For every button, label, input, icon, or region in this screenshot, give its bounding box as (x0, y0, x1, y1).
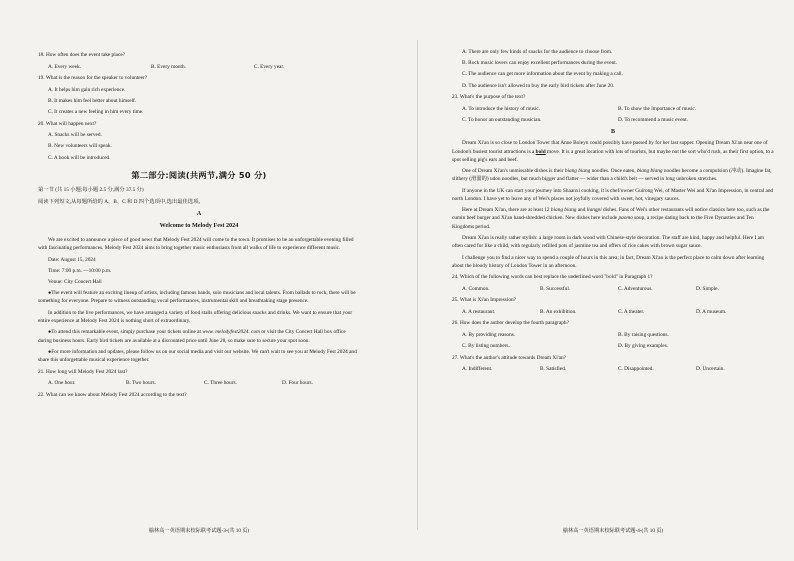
question-18 (38, 51, 360, 71)
text-run: Here at Dream Xi'an, there are at least 12 (462, 207, 551, 214)
option-b: B. New volunteers will speak. (48, 143, 112, 150)
question-stem: 20. What will happen next? (38, 120, 97, 127)
option-d: D. By giving examples. (618, 343, 669, 350)
dish-name: biang biang (550, 207, 577, 214)
left-column (38, 48, 360, 402)
event-venue: Venue: City Concert Hall (48, 278, 102, 285)
passage-paragraph: We are excited to announce a piece of good news that Melody Fest 2024 will come to the town. It promises to be an unforgettable evening filled with fascinating performances. Melody Fest 2024 aims to bring together music enthusiasts from all walks of life to experience different music. (38, 236, 354, 252)
passage-paragraph: ●The event will feature an exciting lineup of artists, including famous bands, solo musicians and local talents. From ballads to rock, there will be something for everyone. Prepare to witness outstanding vocal performances, instrumental skill and breathtaking stage presence. (38, 290, 356, 305)
passage-title: Welcome to Melody Fest 2024 (159, 222, 239, 230)
question-26 (452, 319, 774, 350)
option-b: B. Two hours. (126, 380, 156, 387)
passage-letter-b: B (610, 129, 615, 135)
option-a: A. Snacks will be served. (48, 132, 102, 139)
question-24 (452, 273, 774, 293)
question-options (38, 86, 360, 117)
question-19 (38, 74, 360, 116)
option-c: C. The audience can get more information about the event by making a call. (462, 71, 623, 78)
question-stem: 23. What's the purpose of the text? (452, 94, 526, 101)
option-c: C. It creates a new feeling in him every time. (48, 109, 144, 116)
option-c: C. Three hours. (204, 380, 237, 387)
section1-heading: 第一节 (共 15 小题;每小题 2.5 分,满分 37.5 分) (38, 187, 144, 194)
passage-letter-a: A (196, 211, 202, 218)
passage-paragraph (452, 167, 774, 183)
option-a: A. It helps him gain rich experience. (48, 86, 126, 93)
passage-paragraph: Dream Xi'an is really rather stylish: a large room in dark wood with Chinese-style decoration. The staff are kind, happy and helpful. Here I am often cared for like a child, with regularly refilled pots of jasmine tea and offers of rice cakes with brown sugar sauce. (452, 235, 765, 250)
passage-paragraph: I challenge you to find a nicer way to spend a couple of hours in this area; in fact, Dream Xi'an is the perfect place to calm down after learning about the bloody history of London Tower in an afternoon. (452, 254, 765, 269)
question-stem: 19. What is the reason for the speaker to volunteer? (38, 75, 148, 82)
question-options (462, 105, 774, 124)
passage-paragraph (452, 139, 774, 164)
passage-paragraph: ●For more information and updates, please follow us on our social media and visit our website. We can't wait to see you at Melody Fest 2024 and share this unforgettable musical experience together. (38, 348, 357, 364)
option-d: D. To recommend a music event. (618, 116, 688, 123)
question-27 (452, 354, 774, 374)
text-run: noodles become a compulsion (冲动). Imagine fat, slithery (滑溜的) udon noodles, but much bigger and flatter — wider than a child's belt — served in long unbroken stretches. (452, 168, 772, 183)
option-d: D. The audience isn't allowed to buy the early bird tickets after June 20. (462, 82, 615, 89)
passage-paragraph (38, 328, 360, 344)
option-c: C. A theater. (618, 308, 645, 315)
question-options (462, 285, 774, 293)
text-run: ●To attend this remarkable event, simply purchase your tickets online at (48, 329, 203, 336)
question-stem: 21. How long will Melody Fest 2024 last? (38, 368, 128, 375)
event-time: Time: 7:00 p.m. —10:00 p.m. (48, 267, 112, 274)
text-run: or visit the City Concert Hall box office during business hours. Early bird tickets are available at a discounted price until June 28, so make sure to secure your spot soon. (38, 329, 346, 344)
dish-name: liangpi (586, 207, 602, 214)
option-c: C. Every year. (253, 63, 285, 70)
option-a: A. By providing reasons. (462, 331, 516, 338)
dish-name: biang biang (564, 168, 591, 175)
option-b: B. To show the importance of music. (618, 105, 697, 112)
option-c: C. Adventurous. (618, 285, 653, 292)
option-a: A. To introduce the history of music. (462, 105, 541, 112)
dish-name: biang biang (637, 168, 663, 175)
option-a: A. A restaurant. (462, 308, 496, 315)
question-stem: 18. How often does the event take place? (38, 52, 126, 59)
text-run: One of Dream Xi'an's unmissable dishes is their (462, 168, 565, 175)
page-footer-left: 榆林高一英语期末校际联考试题-3-(共 10 页) (148, 528, 250, 534)
text-run: noodles. Once eaten, (590, 168, 638, 175)
question-21 (38, 368, 360, 388)
website-link: www. melodyfest2024. com (202, 329, 260, 336)
option-a: A. Common. (462, 285, 490, 292)
option-d: D. Four hours. (282, 380, 313, 387)
column-divider (417, 40, 418, 530)
question-20 (38, 120, 360, 162)
option-d: D. Simple. (696, 285, 719, 292)
option-c: C. A book will be introduced. (48, 154, 111, 161)
option-a: A. Every week. (48, 63, 81, 70)
question-options (462, 331, 774, 350)
option-d: D. A museum. (696, 308, 727, 315)
question-25 (452, 296, 774, 316)
question-22-options (452, 48, 774, 90)
question-options (48, 63, 360, 71)
passage-paragraph (452, 206, 774, 231)
option-c: C. Disappointed. (618, 366, 654, 373)
question-stem: 26. How does the author develop the fourth paragraph? (452, 320, 569, 327)
option-a: A. One hour. (48, 380, 76, 387)
text-run: Dream Xi'an is so close to London Tower that Anne Boleyn could possibly have passed by for her last supper. Opening Dream Xi'an near one of London's busiest tourist attractions is a (452, 140, 768, 155)
reading-instruction: 阅读下列短文,从每题所给的 A、B、C 和 D 四个选项中,选出最佳选项。 (38, 198, 204, 205)
option-b: B. Rock music lovers can enjoy excellent performances during the event. (462, 60, 618, 67)
option-b: B. It makes him feel better about himself. (48, 97, 137, 104)
option-c: C. By listing numbers. (462, 343, 510, 350)
question-stem: 27. What's the author's attitude towards Dream Xi'an? (452, 354, 566, 361)
text-run: soup, a recipe dating back to the Five Dynasties and Ten Kingdoms period. (452, 215, 754, 230)
question-options (462, 308, 774, 316)
option-b: B. Every month. (150, 63, 186, 70)
option-b: B. Successful. (540, 285, 571, 292)
question-options (48, 379, 360, 387)
part2-heading: 第二部分:阅读(共两节,满分 50 分) (131, 169, 267, 180)
option-a: A. There are only few kinds of snacks for the audience to choose from. (462, 49, 613, 55)
question-stem: 25. What is Xi'an Impression? (452, 297, 516, 304)
right-column (452, 48, 774, 376)
dish-name: paomo (618, 215, 633, 222)
passage-paragraph: In addition to the live performances, we have arranged a variety of food stalls offering delicious snacks and drinks. We want to ensure that your entire experience at Melody Fest 2024 is nothing short of extraordinary. (38, 309, 353, 324)
passage-paragraph: If anyone in the UK can start your journey into Shaanxi cooking, it is chef/owner Guirong Wei, of Master Wei and Xi'an Impression, in central and north London. I have yet to leave any of Wei's places not joyfully covered with sweet, hot, vinegary sauces. (452, 187, 774, 202)
text-run: move. It is a great location with lots of tourists, but maybe not the sort who'd rush, as their first option, to a spot selling pig's ears and beef. (452, 148, 774, 163)
page-footer-right: 榆林高一英语期末校际联考试题-4-(共 10 页) (562, 528, 664, 534)
text-run: dishes. Fans of Wei's other restaurants will notice classics here too, such as the cumin beef burger and Xi'an hand-shredded chicken. New dishes here include (452, 207, 770, 222)
question-options (38, 131, 360, 162)
question-options (462, 365, 774, 373)
option-a: A. Indifferent. (462, 366, 493, 373)
question-23 (452, 93, 774, 124)
question-22-stem: 22. What can we know about Melody Fest 2024 according to the text? (38, 391, 187, 398)
underlined-word: bold (535, 148, 546, 155)
option-b: B. An exhibition. (540, 308, 577, 315)
event-date: Date: August 15, 2024 (48, 256, 96, 263)
option-d: D. Uncertain. (696, 366, 725, 373)
option-b: B. By raising questions. (618, 331, 669, 338)
text-run: and (576, 207, 587, 214)
option-b: B. Satisfied. (540, 366, 567, 373)
option-c: C. To honor an outstanding musician. (462, 116, 542, 123)
question-stem: 24. Which of the following words can best replace the underlined word "bold" in Paragraph 1? (452, 274, 653, 281)
